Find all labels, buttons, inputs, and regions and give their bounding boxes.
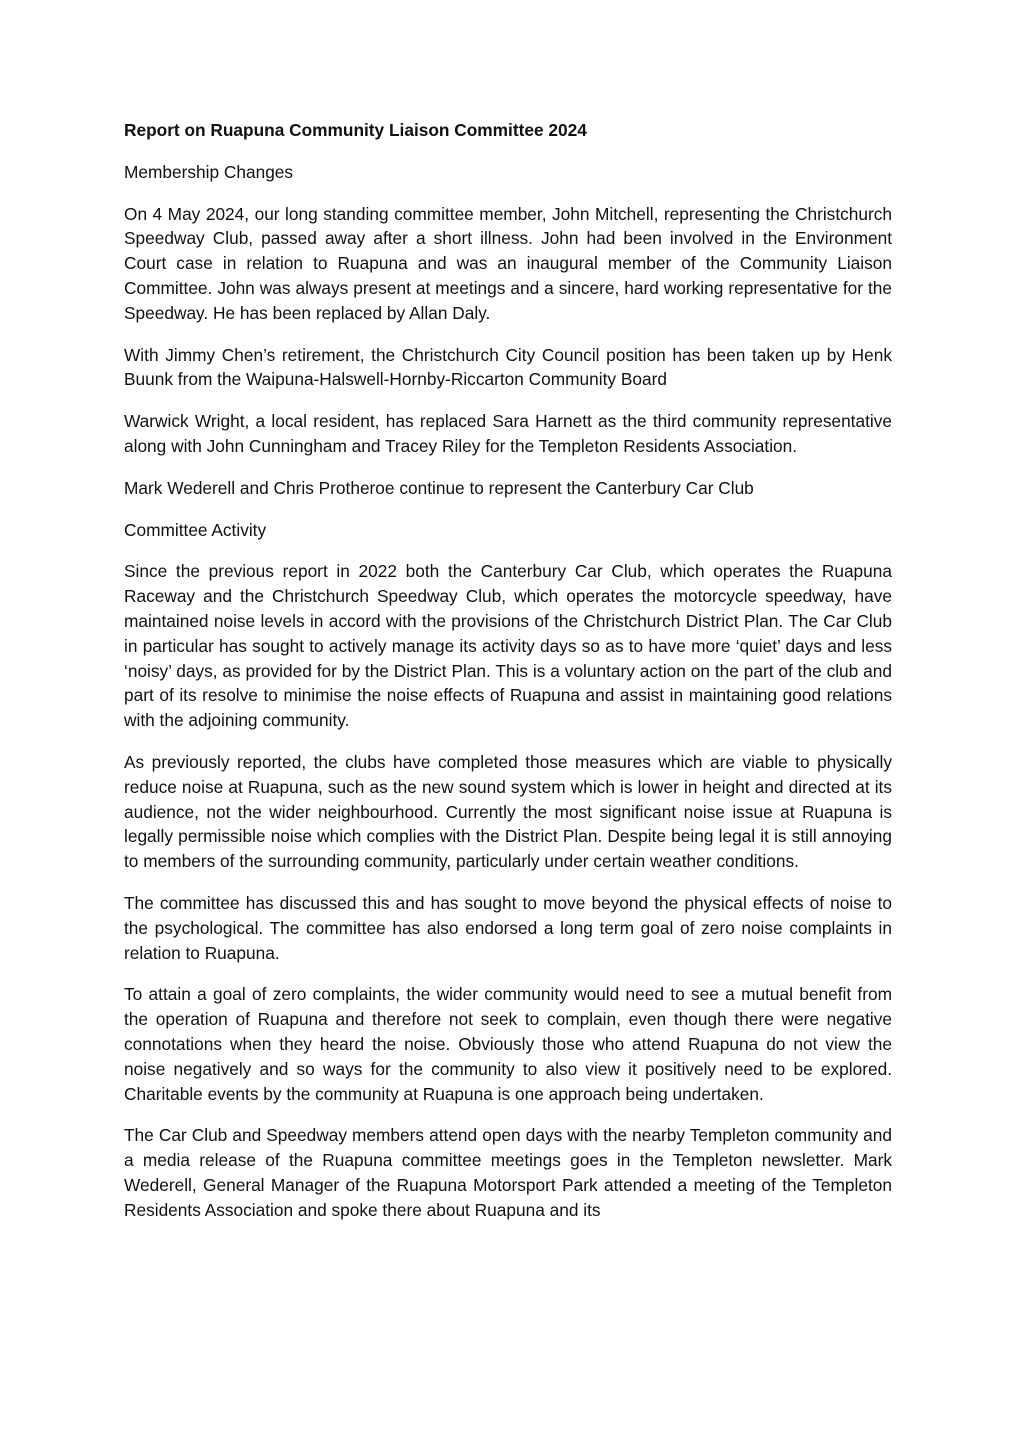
paragraph: The Car Club and Speedway members attend open days with the nearby Templeton community and a media release of the Ruapuna committee meetings goes in the Templeton newsletter. Mark Wederell, General Manager of the Ruapuna Motorsport Park attended a meeting of the Templeton Residents Association and spoke there about Ruapuna and its (124, 1125, 892, 1220)
section-heading-membership-changes: Membership Changes (124, 161, 294, 182)
document-page (124, 118, 892, 1222)
paragraph: The committee has discussed this and has sought to move beyond the physical effects of noise to the psychological. The committee has also endorsed a long term goal of zero noise complaints in relation to Ruapuna. (124, 892, 892, 963)
report-title: Report on Ruapuna Community Liaison Committee 2024 (124, 120, 587, 140)
paragraph: Warwick Wright, a local resident, has replaced Sara Harnett as the third community representative along with John Cunningham and Tracey Riley for the Templeton Residents Association. (124, 411, 892, 456)
section-heading-committee-activity: Committee Activity (124, 519, 267, 540)
paragraph: To attain a goal of zero complaints, the wider community would need to see a mutual benefit from the operation of Ruapuna and therefore not seek to complain, even though there were negative connotations when they heard the noise. Obviously those who attend Ruapuna do not view the noise negatively and so ways for the community to also view it positively need to be explored. Charitable events by the community at Ruapuna is one approach being undertaken. (124, 984, 892, 1104)
paragraph: As previously reported, the clubs have completed those measures which are viable to physically reduce noise at Ruapuna, such as the new sound system which is lower in height and directed at its audience, not the wider neighbourhood. Currently the most significant noise issue at Ruapuna is legally permissible noise which complies with the District Plan. Despite being legal it is still annoying to members of the surrounding community, particularly under certain weather conditions. (124, 751, 892, 872)
paragraph: Mark Wederell and Chris Protheroe continue to represent the Canterbury Car Club (124, 477, 754, 498)
paragraph: Since the previous report in 2022 both the Canterbury Car Club, which operates the Ruapuna Raceway and the Christchurch Speedway Club, which operates the motorcycle speedway, have maintained noise levels in accord with the provisions of the Christchurch District Plan. The Car Club in particular has sought to actively manage its activity days so as to have more ‘quiet’ days and less ‘noisy’ days, as provided for by the District Plan. This is a voluntary action on the part of the club and part of its resolve to minimise the noise effects of Ruapuna and assist in maintaining good relations with the adjoining community. (124, 561, 892, 731)
paragraph: With Jimmy Chen’s retirement, the Christchurch City Council position has been taken up by Henk Buunk from the Waipuna-Halswell-Hornby-Riccarton Community Board (124, 344, 892, 390)
paragraph: On 4 May 2024, our long standing committee member, John Mitchell, representing the Christchurch Speedway Club, passed away after a short illness. John had been involved in the Environment Court case in relation to Ruapuna and was an inaugural member of the Community Liaison Committee. John was always present at meetings and a sincere, hard working representative for the Speedway. He has been replaced by Allan Daly. (124, 203, 892, 323)
